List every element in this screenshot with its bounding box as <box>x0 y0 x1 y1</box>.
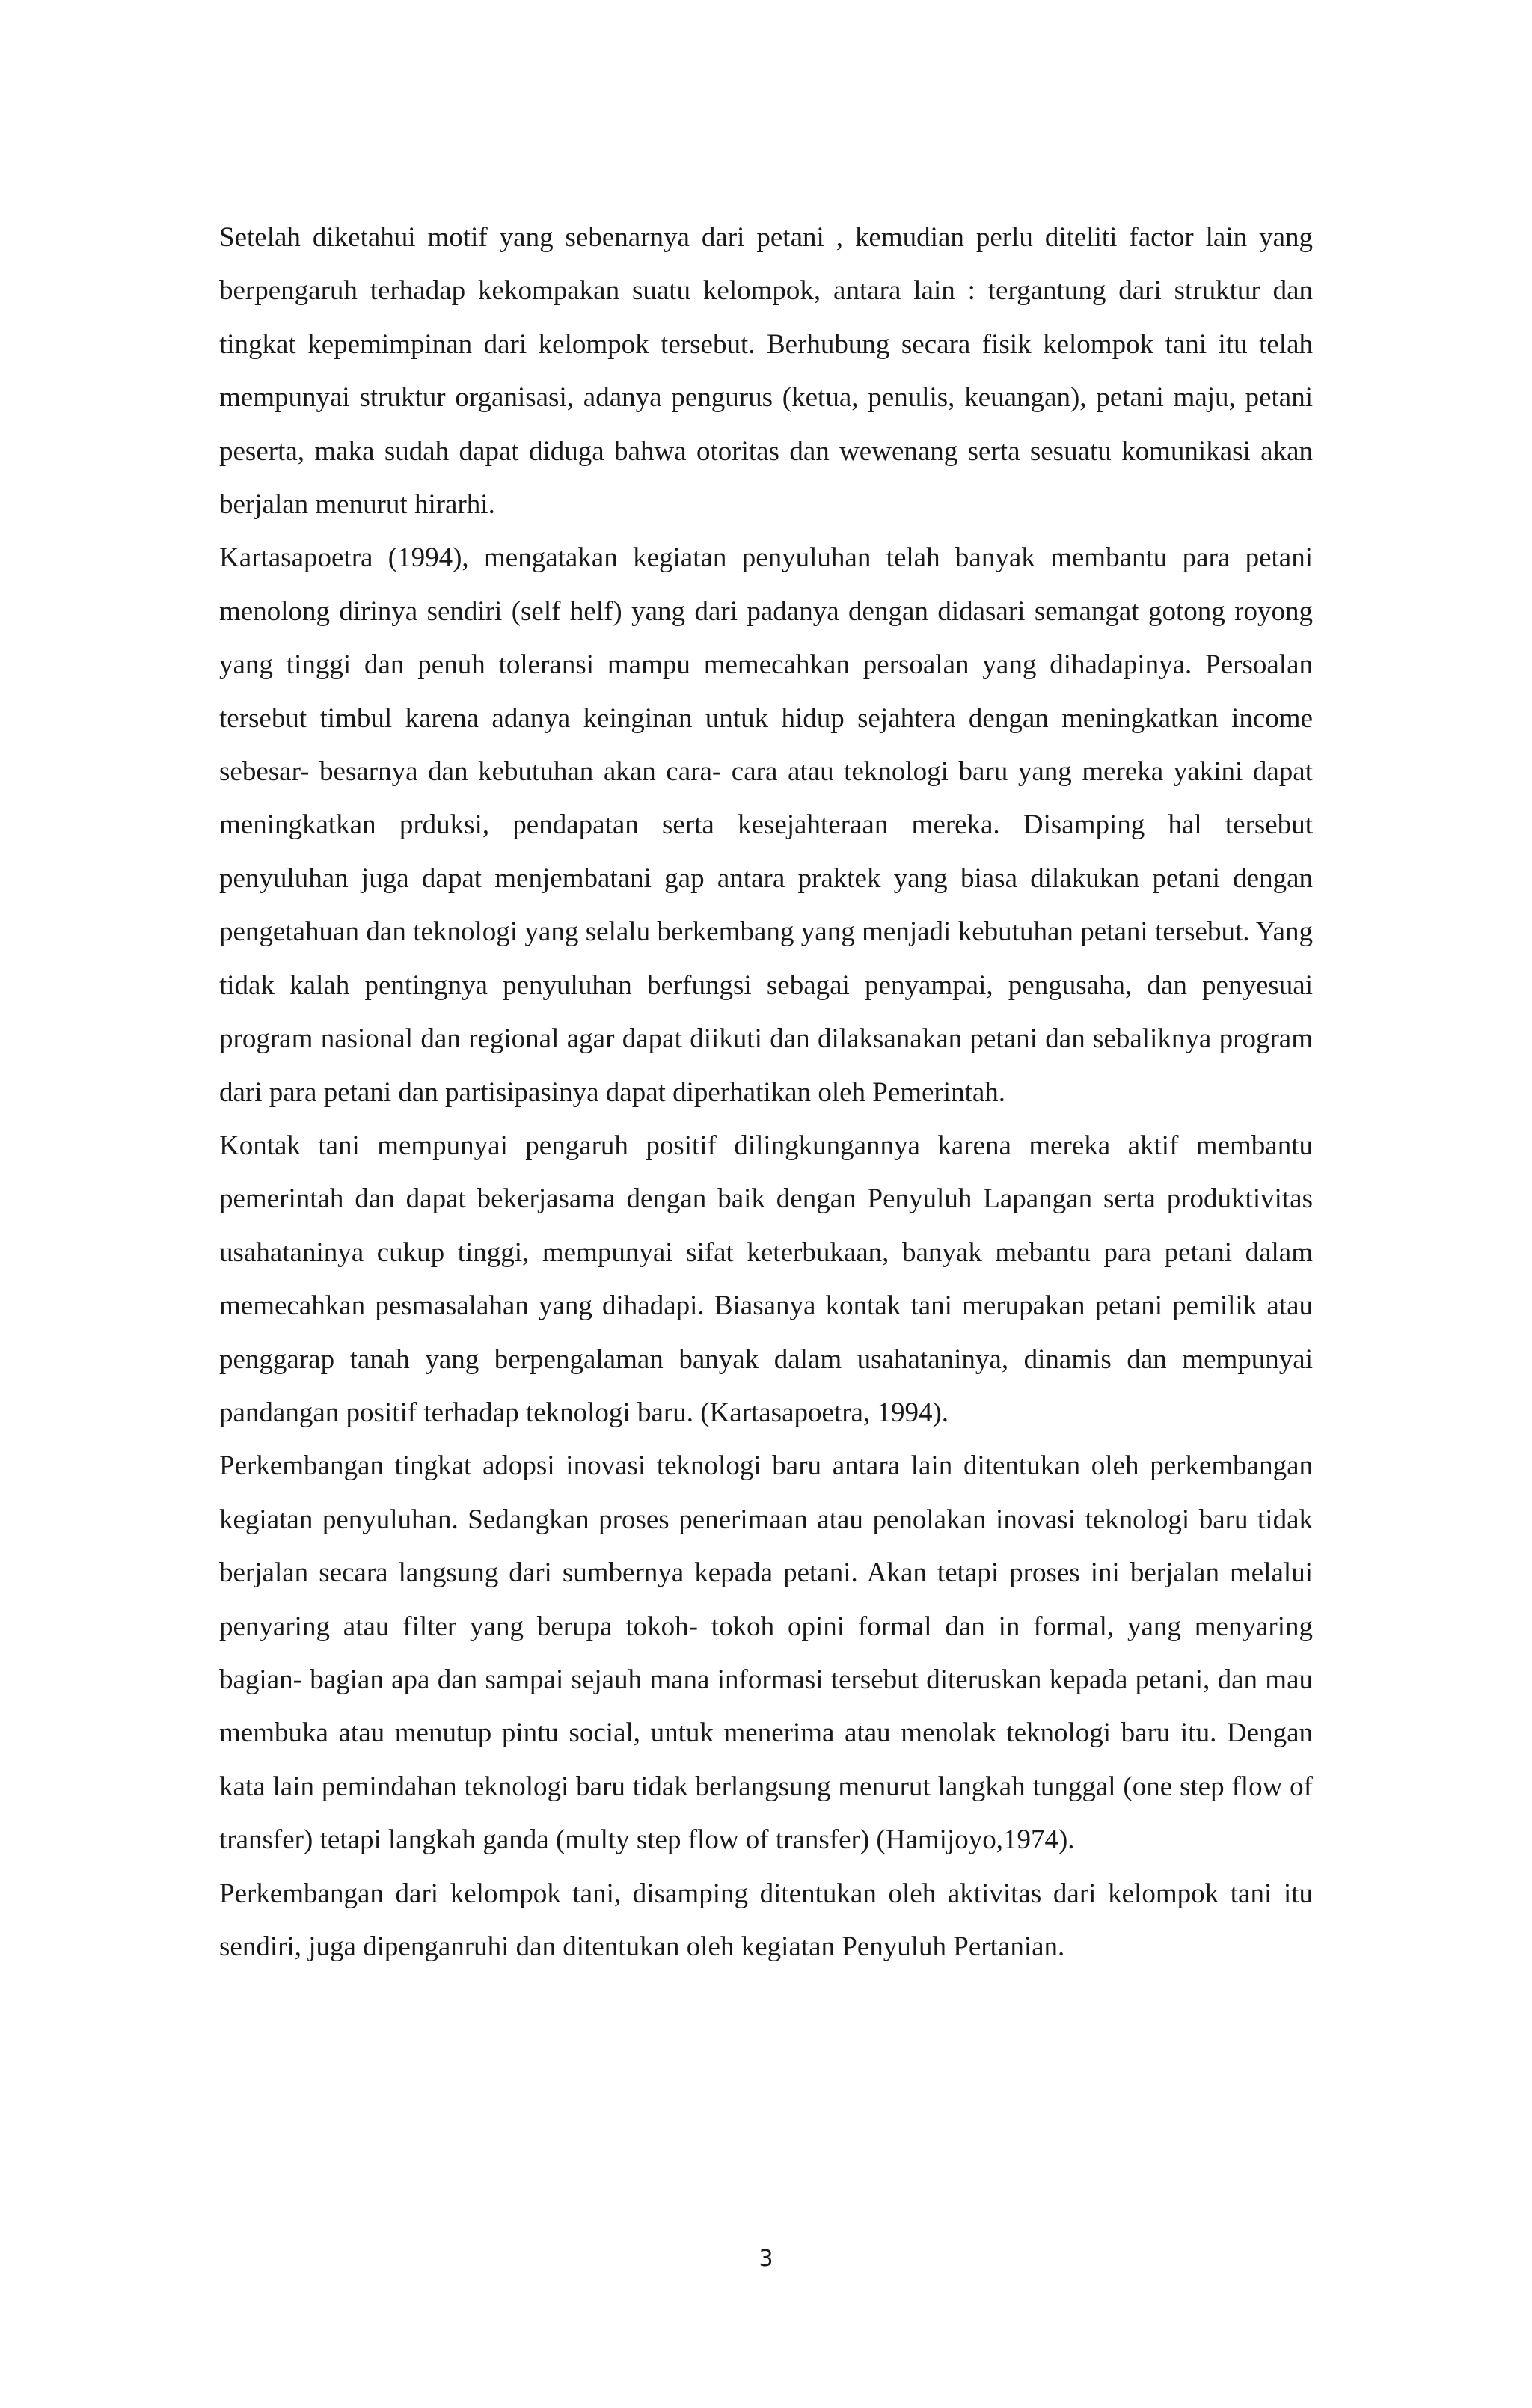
paragraph-4: Perkembangan tingkat adopsi inovasi teknologi baru antara lain ditentukan oleh perkembangan kegiatan penyuluhan. Sedangkan proses penerimaan atau penolakan inovasi teknologi baru tidak berjalan secara langsung dari sumbernya kepada petani. Akan tetapi proses ini berjalan melalui penyaring atau filter yang berupa tokoh- tokoh opini formal dan in formal, yang menyaring bagian- bagian apa dan sampai sejauh mana informasi tersebut diteruskan kepada petani, dan mau membuka atau menutup pintu social, untuk menerima atau menolak teknologi baru itu. Dengan kata lain pemindahan teknologi baru tidak berlangsung menurut langkah tunggal (one step flow of transfer) tetapi langkah ganda (multy step flow of transfer) (Hamijoyo,1974). <box>219 1450 1313 1856</box>
paragraph-5: Perkembangan dari kelompok tani, disamping ditentukan oleh aktivitas dari kelompok tani itu sendiri, juga dipenganruhi dan ditentukan oleh kegiatan Penyuluh Pertanian. <box>219 1878 1313 1962</box>
paragraph-2: Kartasapoetra (1994), mengatakan kegiatan penyuluhan telah banyak membantu para petani menolong dirinya sendiri (self helf) yang dari padanya dengan didasari semangat gotong royong yang tinggi dan penuh toleransi mampu memecahkan persoalan yang dihadapinya. Persoalan tersebut timbul karena adanya keinginan untuk hidup sejahtera dengan meningkatkan income sebesar- besarnya dan kebutuhan akan cara- cara atau teknologi baru yang mereka yakini dapat meningkatkan prduksi, pendapatan serta kesejahteraan mereka. Disamping hal tersebut penyuluhan juga dapat menjembatani gap antara praktek yang biasa dilakukan petani dengan pengetahuan dan teknologi yang selalu berkembang yang menjadi kebutuhan petani tersebut. Yang tidak kalah pentingnya penyuluhan berfungsi sebagai penyampai, pengusaha, dan penyesuai program nasional dan regional agar dapat diikuti dan dilaksanakan petani dan sebaliknya program dari para petani dan partisipasinya dapat diperhatikan oleh Pemerintah. <box>219 542 1313 1108</box>
page-number: 3 <box>759 2246 773 2272</box>
paragraph-1: Setelah diketahui motif yang sebenarnya dari petani , kemudian perlu diteliti factor lain yang berpengaruh terhadap kekompakan suatu kelompok, antara lain : tergantung dari struktur dan tingkat kepemimpinan dari kelompok tersebut. Berhubung secara fisik kelompok tani itu telah mempunyai struktur organisasi, adanya pengurus (ketua, penulis, keuangan), petani maju, petani peserta, maka sudah dapat diduga bahwa otoritas dan wewenang serta sesuatu komunikasi akan berjalan menurut hirarhi. <box>219 222 1313 521</box>
paragraph-3: Kontak tani mempunyai pengaruh positif dilingkungannya karena mereka aktif membantu pemerintah dan dapat bekerjasama dengan baik dengan Penyuluh Lapangan serta produktivitas usahataninya cukup tinggi, mempunyai sifat keterbukaan, banyak mebantu para petani dalam memecahkan pesmasalahan yang dihadapi. Biasanya kontak tani merupakan petani pemilik atau penggarap tanah yang berpengalaman banyak dalam usahataninya, dinamis dan mempunyai pandangan positif terhadap teknologi baru. (Kartasapoetra, 1994). <box>219 1130 1313 1428</box>
body-text <box>219 211 1313 1973</box>
